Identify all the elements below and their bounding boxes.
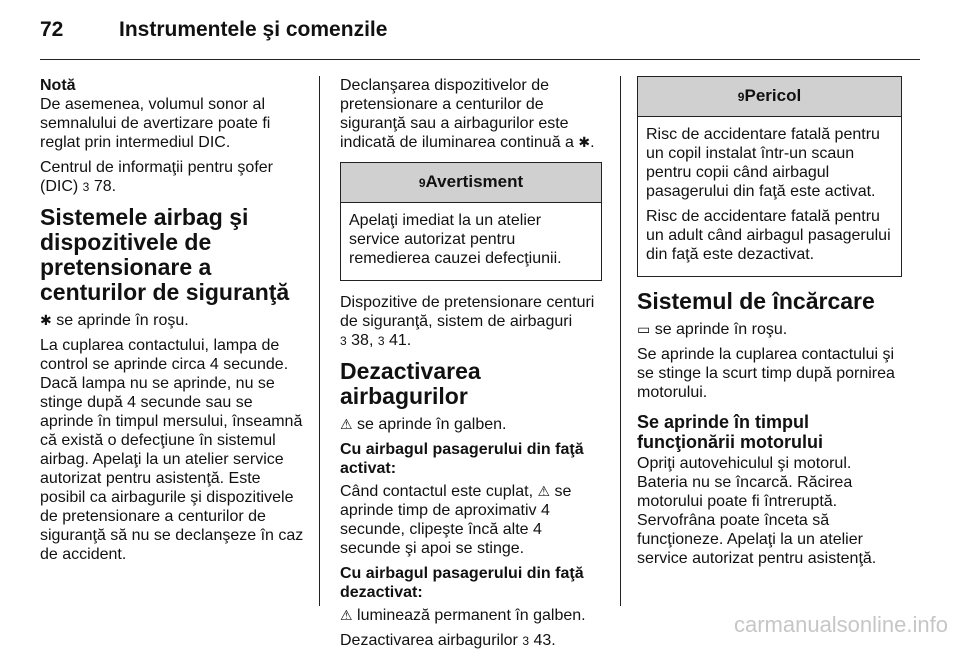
devices-reference: Dispozitive de pretensionare centuri de siguranţă, sistem de airbaguri 3 38, 3 41. xyxy=(340,294,595,349)
page-link-41[interactable]: 41. xyxy=(388,332,412,349)
note xyxy=(40,76,308,152)
warning-box xyxy=(340,162,602,281)
activated-text: Când contactul este cuplat, ⚠ se aprinde timp de aproximativ 4 secunde, clipeşte încă alte 4 secunde şi apoi se stinge. xyxy=(340,483,572,557)
airbag-off-icon: ⚠ xyxy=(340,416,353,432)
airbag-off-icon: ⚠ xyxy=(537,483,551,499)
deactivation-lamp-line: ⚠ se aprinde în galben. xyxy=(340,416,507,433)
page-ref-arrow-icon: 3 xyxy=(82,180,90,194)
note-label: Notă xyxy=(40,77,76,94)
column-divider xyxy=(319,76,320,606)
charging-lamp-line: ▭ se aprinde în roşu. xyxy=(637,321,788,338)
subheading-deactivated: Cu airbagul pasagerului din faţă dezactivat: xyxy=(340,565,584,601)
section-heading-charging: Sistemul de încărcare xyxy=(637,288,875,314)
column-1 xyxy=(40,76,308,570)
warning-box-header xyxy=(341,163,601,203)
danger-box-header xyxy=(638,77,901,117)
page-link-43[interactable]: 43. xyxy=(533,632,556,649)
section-heading-airbag: Sistemele airbag şi dispozitivele de pretensionare a centurilor de siguranţă xyxy=(40,204,290,305)
subheading-activated: Cu airbagul pasagerului din faţă activat: xyxy=(340,441,584,477)
dic-page-link[interactable]: 78. xyxy=(93,178,117,195)
airbag-body: La cuplarea contactului, lampa de control se aprinde circa 4 secunde. Dacă lampa nu se aprinde, nu se stinge după 4 secunde sau se aprinde în timpul mersului, înseamnă că există o defecţiune în sistemul airbag. Apelaţi la un atelier service autorizat pentru asistenţă. Este posibil ca airbagurile şi dispozitivele de pretensionare a centurilor de siguranţă să nu se declanşeze în caz de accident. xyxy=(40,337,304,563)
page-ref-arrow-icon: 3 xyxy=(340,334,347,348)
header-rule xyxy=(40,59,920,60)
deactivated-text: ⚠ luminează permanent în galben. xyxy=(340,607,586,624)
warning-title: Avertisment xyxy=(425,172,524,191)
watermark: carmanualsonline.info xyxy=(733,612,948,637)
charging-body-2: Opriţi autovehiculul şi motorul. Bateria nu se încarcă. Răcirea motorului poate fi întreruptă. Servofrâna poate înceta să funcţioneze. Apelaţi la un atelier service autorizat pentru asistenţă. xyxy=(637,455,877,567)
danger-text-2: Risc de accidentare fatală pentru un adult când airbagul pasagerului din faţă este dezactivat. xyxy=(646,208,891,263)
warning-text: Apelaţi imediat la un atelier service autorizat pentru remedierea cauzei defecţiunii. xyxy=(349,212,562,267)
dic-reference: Centrul de informaţii pentru şofer (DIC) 3 78. xyxy=(40,159,273,195)
column-3 xyxy=(637,76,902,574)
note-text: De asemenea, volumul sonor al semnalului de avertizare poate fi reglat prin intermediul DIC. xyxy=(40,96,271,151)
page-link-38[interactable]: 38, xyxy=(351,332,374,349)
charging-body-1: Se aprinde la cuplarea contactului şi se stinge la scurt timp după pornirea motorului. xyxy=(637,346,895,401)
pretension-intro: Declanşarea dispozitivelor de pretensionare a centurilor de siguranţă sau a airbagurilor este indicată de iluminarea continuă a ✱. xyxy=(340,77,595,151)
battery-icon: ▭ xyxy=(637,321,651,337)
danger-text-1: Risc de accidentare fatală pentru un copil instalat într-un scaun pentru copii când airbagul pasagerului din faţă este activat. xyxy=(646,126,880,200)
charging-subheading: Se aprinde în timpul funcţionării motorului xyxy=(637,412,823,452)
column-2 xyxy=(340,76,602,657)
column-divider xyxy=(620,76,621,606)
danger-box xyxy=(637,76,902,277)
page-ref-arrow-icon: 3 xyxy=(377,334,385,348)
airbag-off-icon: ⚠ xyxy=(340,607,353,623)
page-number: 72 xyxy=(40,18,64,41)
page-ref-arrow-icon: 3 xyxy=(522,634,529,648)
page-header xyxy=(40,14,920,54)
deactivation-reference: Dezactivarea airbagurilor 3 43. xyxy=(340,632,556,649)
warning-triangle-icon: 9 xyxy=(418,176,426,190)
danger-title: Pericol xyxy=(744,86,802,105)
airbag-warning-icon: ✱ xyxy=(40,312,52,328)
page-title: Instrumentele şi comenzile xyxy=(119,18,388,41)
airbag-warning-icon: ✱ xyxy=(578,134,591,150)
section-heading-deactivation: Dezactivarea airbagurilor xyxy=(340,358,481,409)
warning-triangle-icon: 9 xyxy=(737,90,745,104)
airbag-lamp-line: ✱ se aprinde în roşu. xyxy=(40,312,189,329)
